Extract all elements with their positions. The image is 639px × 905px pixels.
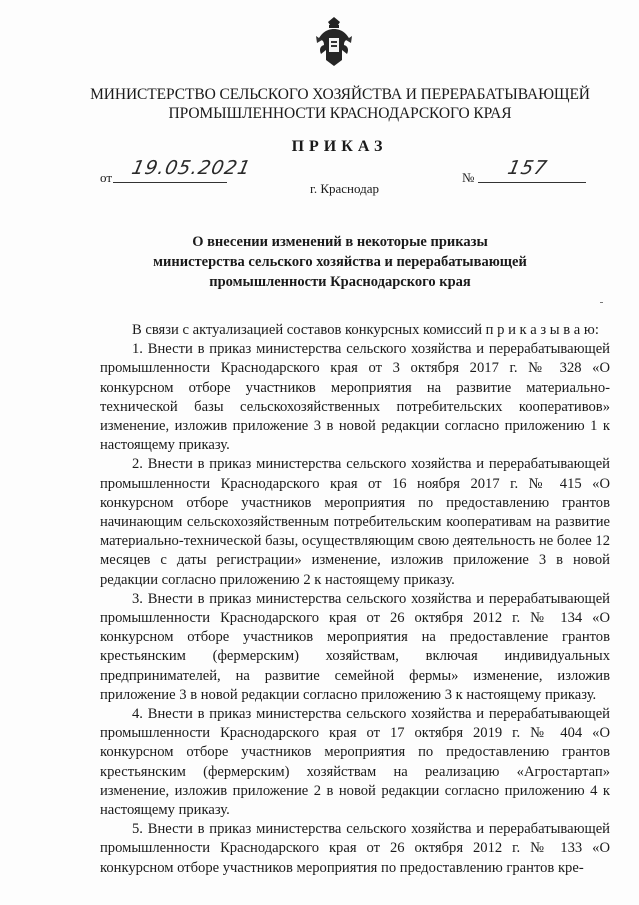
ministry-name-line2: ПРОМЫШЛЕННОСТИ КРАСНОДАРСКОГО КРАЯ <box>168 105 512 122</box>
body-paragraph: В связи с актуализацией составов конкурсных комиссий п р и к а з ы в а ю: <box>132 322 599 338</box>
body-paragraph: 5. Внести в приказ министерства сельского хозяйства и перерабатывающей промышленности Краснодарского края от 26 октября 2012 г. № 133 «О конкурсном отборе участников мероприятия по предоставлению грантов кре- <box>100 821 610 876</box>
date-value: 19.05.2021 <box>129 157 254 179</box>
subject-line: промышленности Краснодарского края <box>209 274 471 290</box>
body-paragraph: 3. Внести в приказ министерства сельского хозяйства и перерабатывающей промышленности Краснодарского края от 26 октября 2012 г. № 134 «О конкурсном отборе участников мероприятия на предоставление грантов крестьянским (фермерским) хозяйствам, включая индивидуальных предпринимателей, на развитие семейной фермы» изменение, изложив приложение 3 в новой редакции согласно приложению 3 к настоящему приказу. <box>100 590 610 703</box>
document-title: ПРИКАЗ <box>291 138 388 155</box>
body-paragraph: 4. Внести в приказ министерства сельского хозяйства и перерабатывающей промышленности Краснодарского края от 17 октября 2019 г. № 404 «О конкурсном отборе участников мероприятия по предоставлению грантов крестьянским (фермерским) хозяйствам на реализацию «Агростартап» изменение, изложив приложение 2 в новой редакции согласно приложению 4 к настоящему приказу. <box>100 706 610 819</box>
subject-line: министерства сельского хозяйства и перерабатывающей <box>153 254 527 270</box>
ministry-name-line1: МИНИСТЕРСТВО СЕЛЬСКОГО ХОЗЯЙСТВА И ПЕРЕРАБАТЫВАЮЩЕЙ <box>90 86 590 103</box>
number-label: № <box>462 170 475 185</box>
subject-line: О внесении изменений в некоторые приказы <box>192 234 488 250</box>
number-value: 157 <box>505 157 550 179</box>
scan-speck <box>600 302 603 303</box>
body-paragraph: 1. Внести в приказ министерства сельского хозяйства и перерабатывающей промышленности Краснодарского края от 3 октября 2017 г. № 328 «О конкурсном отборе участников мероприятия на развитие материально-технической базы сельскохозяйственных потребительских кооперативов» изменение, изложив приложение 3 в новой редакции согласно приложению 1 к настоящему приказу. <box>100 341 610 454</box>
city-label: г. Краснодар <box>309 181 380 196</box>
order-subject <box>110 232 570 292</box>
coat-of-arms-icon <box>314 16 354 68</box>
date-label: от <box>100 170 113 185</box>
order-body <box>100 321 610 878</box>
body-paragraph: 2. Внести в приказ министерства сельского хозяйства и перерабатывающей промышленности Краснодарского края от 16 ноября 2017 г. № 415 «О конкурсном отборе участников мероприятия по предоставлению грантов начинающим сельскохозяйственным потребительским кооперативам на развитие материально-технической базы, осуществляющим свою деятельность не более 12 месяцев с даты регистрации» изменение, изложив приложение 3 в новой редакции согласно приложению 2 к настоящему приказу. <box>100 456 610 588</box>
